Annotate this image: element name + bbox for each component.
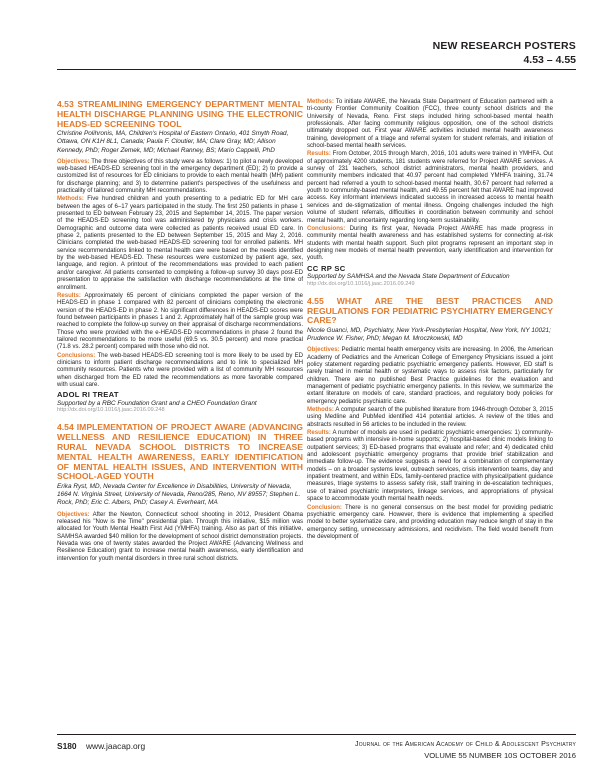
volume-info: VOLUME 55 NUMBER 10S OCTOBER 2016 (424, 751, 576, 760)
section-text: After the Newton, Connecticut school shooting in 2012, President Obama released his "Now is the Time" presidential plan. Through this initiative, $15 million was allocated for Youth Mental Health First Aid (YMHFA) training. Also as part of this initiative, SAMHSA awarded $40 million for the development of school district demonstration projects. Nevada was one of twenty states awarded the Project AWARE (Advancing Wellness and Resilience Education) grant to increase mental health awareness, early identification and intervention for youth mental disorders in three rural school districts. (57, 511, 303, 562)
section-text: The web-based HEADS-ED screening tool is more likely to be used by ED clinicians to inform patient discharge recommendations and to link to specialized MH community resources. Patients who were provided with a list of community MH resources when discharged from the ED rated the recommendations as more favorable compared with usual care. (57, 352, 303, 388)
methods-section (307, 99, 553, 150)
section-text: The three objectives of this study were as follows: 1) to pilot a newly developed web-based HEADS-ED screening tool in the emergency department (ED); 2) to provide a customized list of resources for ED clinicians to provide to each mental health (MH) patient for discharge planning; and 3) to determine patient's perspectives of the usefulness and practicality of tailored community MH recommendations. (57, 158, 304, 195)
abstract-title: 4.53 STREAMLINING EMERGENCY DEPARTMENT MENTAL HEALTH DISCHARGE PLANNING USING THE ELECTRONIC HEADS-ED SCREENING TOOL (57, 99, 303, 129)
section-text: From October, 2015 through March, 2016, 101 adults were trained in YMHFA. Out of approximately 4200 students, 181 students were referred for Project AWARE services. A survey of 231 teachers, school district administrators, mental health providers, and community members indicated that 40.97 percent had completed YMHFA training, 31.74 percent had referred a youth to school-based mental health, 30.67 percent had referred a youth to community-based mental health, and 49.55 percent felt that AWARE had improved access. Key informant interviews indicated success in increased access to mental health services and de-stigmatization of mental illness. Ongoing challenges included the high volume of student referrals, difficulties in coordination between community and school mental health, and uncertainty regarding long-term sustainability. (307, 151, 553, 224)
abstract-455 (307, 297, 553, 542)
section-label: Conclusions: (307, 225, 346, 232)
results-section (307, 430, 553, 503)
section-label: Conclusions: (57, 352, 96, 359)
conclusions-section (57, 353, 303, 390)
abstract-453 (57, 100, 303, 414)
section-label: Results: (307, 430, 331, 437)
section-text: A computer search of the published literature from 1946-through October 3, 2015 using Medline and PubMed identified 414 potential articles. A review of the titles and abstracts resulted in 56 articles to be included in the review. (307, 407, 553, 428)
funding-statement: Supported by SAMHSA and the Nevada State Department of Education (307, 272, 510, 280)
objectives-section (307, 347, 553, 406)
objectives-section (57, 512, 303, 563)
objectives-section (57, 159, 303, 196)
running-header-title: NEW RESEARCH POSTERS (432, 40, 576, 52)
abstract-authors: Erika Ryst, MD, Nevada Center for Excellence in Disabilities, University of Nevada, 1664 N. Virginia Street, University of Nevada, Reno/285, Reno, NV 89557; Stephen L. Rock, PhD; Eric C. Albers, PhD; Casey A. Everheart, MA (57, 483, 301, 507)
section-text: To initiate AWARE, the Nevada State Department of Education partnered with a tri-county Frontier Community Coalition (FCC), three county school districts and the University of Nevada, Reno. First steps included hiring school-based mental health professionals. After facing community religious opposition, one of the school districts ultimately dropped out. First year AWARE activities included mental health awareness training, development of a triage and referral system for student referrals, and initiation of school-based mental health services. (307, 99, 553, 150)
section-text: During its first year, Nevada Project AWARE has made progress in community mental health awareness and has established systems for connecting at-risk students with mental health support. Such pilot programs represent an important step in designing new models of mental health prevention, early identification and intervention for youth. (307, 225, 554, 262)
section-text: Approximately 65 percent of clinicians completed the paper version of the HEADS-ED in phase 1 compared with 82 percent of clinicians completing the electronic version of the HEADS-ED in phase 2. No significant differences in HEADS-ED scores were found between participants in phases 1 and 2. Approximately half of the sample group was reached to complete the follow-up survey on their appraisal of discharge recommendations. Those who were provided with the e-HEADS-ED recommendations in phase 2 found the tailored recommendations to be more useful (69.5 vs. 30.5 percent) and more practical (71.8 vs. 28.2 percent) compared with those who did not. (57, 292, 303, 351)
conclusions-section (307, 226, 553, 263)
running-header-range: 4.53 – 4.55 (523, 54, 576, 66)
journal-name: Journal of the American Academy of Child & Adolescent Psychiatry (355, 740, 576, 748)
section-label: Results: (57, 292, 81, 299)
doi-link[interactable]: http://dx.doi.org/10.1016/j.jaac.2016.09.249 (307, 280, 415, 287)
journal-url[interactable]: www.jaacap.org (86, 741, 146, 751)
right-column (307, 99, 553, 542)
conclusions-section (307, 505, 553, 542)
section-label: Results: (307, 151, 331, 158)
header-rule (57, 69, 576, 70)
topic-tags: CC RP SC (307, 263, 346, 273)
funding-statement: Supported by a RBC Foundation Grant and a CHEO Foundation Grant (57, 399, 257, 407)
topic-tags: ADOL RI TREAT (57, 390, 119, 400)
abstract-authors: Christine Polihronis, MA, Children's Hospital of Eastern Ontario, 401 Smyth Road, Ottawa, ON K1H 8L1, Canada; Paula F. Cloutier, MA; Clare Gray, MD; Allison Kennedy, PhD; Roger Zemek, MD; Michael Ranney, BS; Mario Cappelli, PhD (57, 130, 289, 154)
abstract-title: 4.55 WHAT ARE THE BEST PRACTICES AND REGULATIONS FOR PEDIATRIC PSYCHIATRY EMERGENCY CARE? (307, 295, 553, 326)
abstract-authors: Nicole Guanci, MD, Psychiatry, New York-Presbyterian Hospital, New York, NY 10021; Prudence W. Fisher, PhD; Megan M. Mroczkowski, MD (307, 327, 551, 343)
abstract-454 (57, 423, 303, 562)
footer-rule (57, 734, 576, 735)
section-label: Objectives: (57, 511, 90, 518)
section-label: Methods: (57, 196, 84, 203)
results-section (57, 293, 303, 352)
results-section (307, 151, 553, 224)
methods-section (57, 196, 303, 291)
abstract-454-continued (307, 99, 553, 288)
methods-section (307, 407, 553, 429)
section-text: There is no general consensus on the best model for providing pediatric psychiatric emergency care. However, there is evidence that implementing a specified model to better systematize care, and providing education may reduce length of stay in the emergency setting, unnecessary admissions, and recidivism. The field would benefit from the development of (307, 504, 554, 540)
left-column (57, 100, 303, 564)
section-text: A number of models are used in pediatric psychiatric emergencies: 1) community-based programs with intensive in-home supports; 2) hospital-based clinic models linking to outpatient services; 3) ED-based programs that evaluate and refer; and 4) dedicated child and adolescent psychiatric emergency programs that provide brief stabilization and immediate follow-up. The evidence suggests a need for a combination of complementary models – on a broader systems level, outreach services, crisis intervention teams, day and inpatient treatment, and within EDs, family-centered practice with physical/patient guidance measures, triage systems to assess safety risk, staff training in de-escalation techniques, use of trained psychiatric interpreters, linkage services, and appropriations of physical space to accommodate youth mental health needs. (307, 430, 553, 503)
abstract-title: 4.54 IMPLEMENTATION OF PROJECT AWARE (ADVANCING WELLNESS AND RESILIENCE EDUCATION) IN THREE RURAL NEVADA SCHOOL DISTRICTS TO INCREASE MENTAL HEALTH AWARENESS, EARLY IDENTIFICATION OF MENTAL HEALTH ISSUES, AND INTERVENTION WITH SCHOOL-AGED YOUTH (57, 422, 303, 482)
doi-link[interactable]: http://dx.doi.org/10.1016/j.jaac.2016.09.248 (57, 407, 165, 414)
page-number: S180 (57, 741, 77, 751)
section-label: Objectives: (307, 347, 340, 354)
section-text: Five hundred children and youth presenting to a pediatric ED for MH care between the ages of 6–17 years participated in the study. The first 250 patients in phase 1 presented to ED between February 23, 2015 and September 14, 2015. The paper version of the HEADS-ED screening tool was administered by physicians and crisis workers. Demographic and outcome data were collected as patients received usual ED care. In phase 2, patients presented to the ED between September 15, 2015 and May 2, 2016. Clinicians completed the web-based HEADS-ED screening tool for enrolled patients. MH service recommendations linked to mental health care were based on the needs identified by the web-based HEADS-ED. These resources were customized by patient age, sex, language, and region. A printout of the recommendations was provided to each patient and/or caregiver. All patients consented to completing a follow-up survey 30 days post-ED presentation to appraise the satisfaction with discharge recommendations at the time of enrollment. (57, 196, 303, 291)
section-label: Objectives: (57, 158, 90, 165)
section-label: Methods: (307, 99, 334, 105)
section-label: Methods: (307, 407, 334, 414)
section-label: Conclusion: (307, 504, 342, 511)
section-text: Pediatric mental health emergency visits are increasing. In 2006, the American Academy of Pediatrics and the American College of Emergency Physicians issued a joint policy statement regarding pediatric psychiatric emergency patients. However, ED staff is rarely trained in mental health or systematic ways to assess risk factors, particularly for children. There are no published Best Practice guidelines for the evaluation and management of pediatric psychiatric emergency patients. In this review, we summarize the extant literature on models of care, standard practices, and regulatory body policies for emergency pediatric psychiatric care. (307, 347, 553, 405)
